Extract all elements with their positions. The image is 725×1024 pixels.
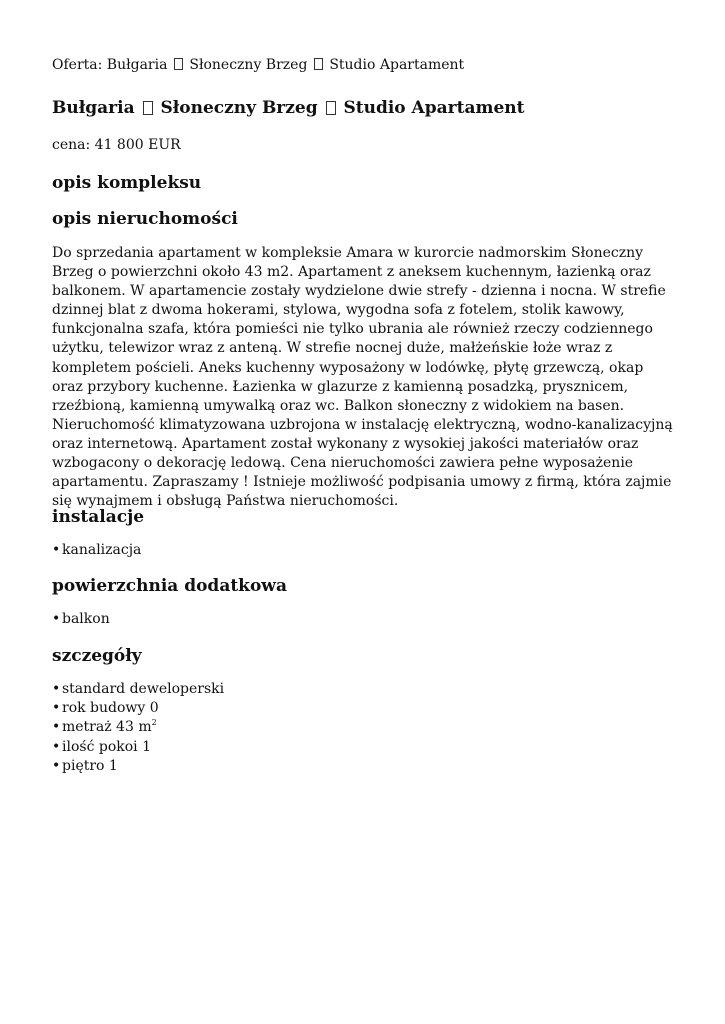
bullet-icon: • [52, 700, 61, 717]
missing-glyph-icon [314, 58, 323, 70]
missing-glyph-icon [143, 101, 153, 115]
bullet-icon: • [52, 738, 61, 755]
bullet-icon: • [52, 542, 61, 558]
list-item [52, 738, 224, 757]
extra-area-heading: powierzchnia dodatkowa [52, 576, 287, 596]
breadcrumb [52, 55, 464, 75]
installations-heading: instalacje [52, 507, 145, 527]
bullet-icon: • [52, 681, 61, 697]
property-heading: opis nieruchomości [52, 209, 238, 229]
list-item [52, 610, 110, 629]
detail-year: rok budowy 0 [62, 700, 159, 717]
list-item-label: kanalizacja [62, 542, 142, 558]
property-description: Do sprzedania apartament w kompleksie Amara w kurorcie nadmorskim Słoneczny Brzeg o powierzchni około 43 m2. Apartament z aneksem kuchennym, łazienką oraz balkonem. W apartamencie zostały wydzielone dwie strefy - dzienna i nocna. W strefie dzinnej blat z dwoma hokerami, stylowa, wygodna sofa z fotelem, stolik kawowy, funkcjonalna szafa, która pomieści nie tylko ubrania ale również rzeczy codziennego użytku, telewizor wraz z anteną. W strefie nocnej duże, małżeńskie łoże wraz z kompletem pościeli. Aneks kuchenny wyposażony w lodówkę, płytę grzewczą, okap oraz przybory kuchenne. Łazienka w glazurze z kamienną posadzką, prysznicem, rzeźbioną, kamienną umywalką oraz wc. Balkon słoneczny z widokiem na basen. Nieruchomość klimatyzowana uzbrojona w instalację elektryczną, wodno-kanalizacyjną oraz internetową. Apartament został wykonany z wysokiej jakości materiałów oraz wzbogacony o dekorację ledową. Cena nieruchomości zawiera pełne wyposażenie apartamentu. Zapraszamy ! Istnieje możliwość podpisania umowy z firmą, która zajmie się wynajmem i obsługą Państwa nieruchomości. [52, 245, 673, 510]
list-item [52, 718, 224, 737]
page-title [52, 96, 525, 120]
detail-area: metraż 43 m [62, 719, 152, 736]
list-item-label: balkon [62, 611, 110, 627]
missing-glyph-icon [174, 58, 183, 70]
detail-floor: piętro 1 [62, 757, 118, 774]
breadcrumb-country: Oferta: Bułgaria [52, 57, 172, 73]
complex-heading: opis kompleksu [52, 173, 202, 193]
breadcrumb-type: Studio Apartament [324, 57, 465, 73]
list-item [52, 757, 224, 776]
detail-standard: standard deweloperski [62, 681, 225, 697]
detail-rooms: ilość pokoi 1 [62, 738, 151, 755]
title-city: Słoneczny Brzeg [154, 98, 324, 118]
price: cena: 41 800 EUR [52, 137, 181, 153]
list-item [52, 699, 224, 718]
title-country: Bułgaria [52, 98, 141, 118]
details-heading: szczegóły [52, 646, 142, 666]
missing-glyph-icon [326, 101, 336, 115]
bullet-icon: • [52, 757, 61, 774]
title-type: Studio Apartament [337, 98, 525, 118]
list-item [52, 680, 224, 699]
area-unit-superscript: 2 [151, 718, 157, 728]
bullet-icon: • [52, 719, 61, 736]
installations-list [52, 541, 141, 560]
list-item [52, 541, 141, 560]
breadcrumb-city: Słoneczny Brzeg [184, 57, 312, 73]
extra-area-list [52, 610, 110, 629]
bullet-icon: • [52, 611, 61, 627]
details-list [52, 680, 224, 776]
